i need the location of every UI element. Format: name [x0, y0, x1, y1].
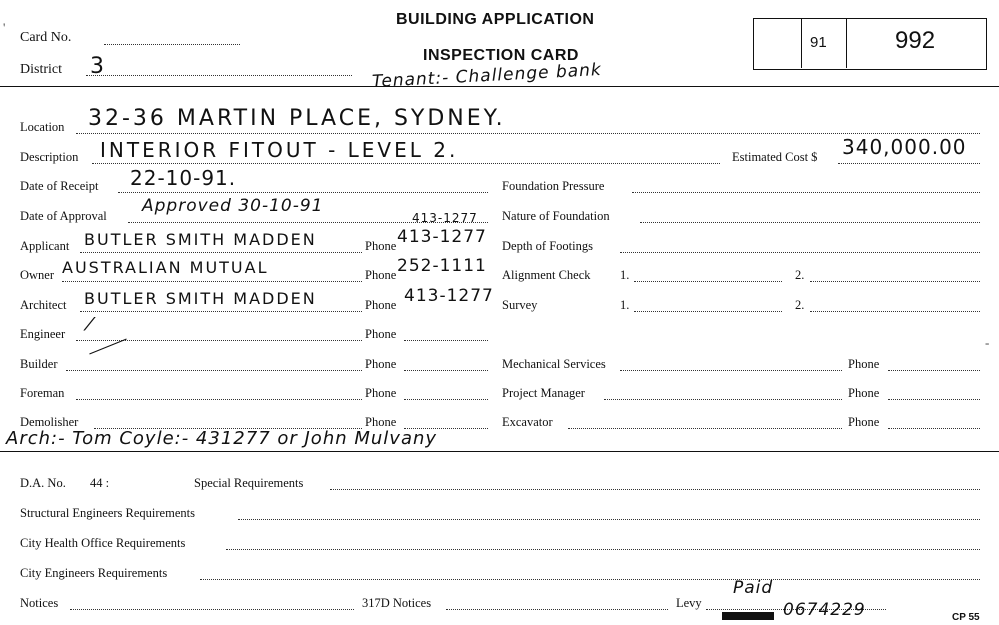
card-number-box — [753, 18, 987, 70]
demolisher-label: Demolisher — [20, 415, 79, 429]
317d-notices-label: 317D Notices — [362, 596, 432, 610]
da-no-value: 44 : — [90, 476, 110, 490]
alignment-check-label: Alignment Check — [502, 268, 591, 282]
architect-field[interactable] — [80, 311, 362, 312]
owner-phone-value: 252-1111 — [397, 256, 487, 276]
health-requirements-field[interactable] — [226, 549, 980, 550]
form-code: CP 55 — [952, 612, 980, 623]
header-rule — [0, 86, 999, 87]
excavator-label: Excavator — [502, 415, 553, 429]
architect-label: Architect — [20, 298, 67, 312]
margin-tick-right: - — [985, 335, 990, 350]
engineers-requirements-field[interactable] — [200, 579, 980, 580]
estimated-cost-value: 340,000.00 — [842, 135, 967, 159]
margin-tick-top: ' — [3, 20, 6, 35]
levy-strikeout — [722, 612, 774, 620]
mechanical-phone-field[interactable] — [888, 370, 980, 371]
alignment-check-1: 1. — [620, 268, 630, 282]
survey-1-field[interactable] — [634, 311, 782, 312]
date-receipt-label: Date of Receipt — [20, 179, 99, 193]
special-requirements-label: Special Requirements — [194, 476, 304, 490]
card-no-label: Card No. — [20, 30, 72, 45]
foundation-pressure-field[interactable] — [632, 192, 980, 193]
engineers-requirements-label: City Engineers Requirements — [20, 566, 168, 580]
description-label: Description — [20, 150, 79, 164]
excavator-phone-label: Phone — [848, 415, 880, 429]
project-manager-label: Project Manager — [502, 386, 585, 400]
project-manager-phone-field[interactable] — [888, 399, 980, 400]
project-manager-phone-label: Phone — [848, 386, 880, 400]
architect-phone-value: 413-1277 — [404, 286, 494, 306]
estimated-cost-field[interactable] — [838, 163, 980, 164]
mechanical-field[interactable] — [620, 370, 842, 371]
engineer-phone-label: Phone — [365, 327, 397, 341]
date-approval-label: Date of Approval — [20, 209, 107, 223]
box-divider-1 — [801, 18, 802, 68]
mechanical-phone-label: Phone — [848, 357, 880, 371]
project-manager-field[interactable] — [604, 399, 842, 400]
alignment-check-2-field[interactable] — [810, 281, 980, 282]
district-value: 3 — [90, 54, 105, 79]
foreman-label: Foreman — [20, 386, 65, 400]
notices-field[interactable] — [70, 609, 354, 610]
description-value: INTERIOR FITOUT - LEVEL 2. — [100, 138, 459, 162]
district-field[interactable] — [86, 75, 352, 76]
architect-value: BUTLER SMITH MADDEN — [84, 289, 317, 308]
demolisher-phone-label: Phone — [365, 415, 397, 429]
alignment-check-2: 2. — [795, 268, 805, 282]
architect-note: Arch:- Tom Coyle:- 431277 or John Mulvany — [6, 428, 438, 449]
structural-requirements-field[interactable] — [238, 519, 980, 520]
date-receipt-value: 22-10-91. — [130, 166, 237, 190]
structural-requirements-label: Structural Engineers Requirements — [20, 506, 195, 520]
alignment-check-1-field[interactable] — [634, 281, 782, 282]
estimated-cost-label: Estimated Cost $ — [732, 150, 818, 164]
applicant-value: BUTLER SMITH MADDEN — [84, 230, 317, 249]
nature-foundation-field[interactable] — [640, 222, 980, 223]
levy-receipt: 0674229 — [783, 600, 866, 620]
applicant-label: Applicant — [20, 239, 70, 253]
special-requirements-field[interactable] — [330, 489, 980, 490]
levy-label: Levy — [676, 596, 702, 610]
architect-phone-label: Phone — [365, 298, 397, 312]
mechanical-label: Mechanical Services — [502, 357, 606, 371]
survey-label: Survey — [502, 298, 538, 312]
tenant-note: Tenant:- Challenge bank — [371, 59, 603, 93]
317d-notices-field[interactable] — [446, 609, 668, 610]
number-box-value: 992 — [895, 27, 936, 54]
location-label: Location — [20, 120, 65, 134]
engineer-dash: ⁄ — [88, 314, 93, 335]
applicant-field[interactable] — [80, 252, 362, 253]
depth-footings-label: Depth of Footings — [502, 239, 593, 253]
title-line-2: INSPECTION CARD — [423, 47, 579, 64]
builder-phone-field[interactable] — [404, 370, 488, 371]
notices-label: Notices — [20, 596, 59, 610]
owner-phone-label: Phone — [365, 268, 397, 282]
survey-2-field[interactable] — [810, 311, 980, 312]
applicant-phone-extra: 413-1277 — [412, 211, 478, 225]
engineer-label: Engineer — [20, 327, 66, 341]
location-value: 32-36 MARTIN PLACE, SYDNEY. — [88, 106, 506, 131]
builder-phone-label: Phone — [365, 357, 397, 371]
foreman-phone-field[interactable] — [404, 399, 488, 400]
year-box-value: 91 — [810, 34, 827, 51]
health-requirements-label: City Health Office Requirements — [20, 536, 186, 550]
foreman-field[interactable] — [76, 399, 362, 400]
builder-label: Builder — [20, 357, 58, 371]
card-no-field[interactable] — [104, 44, 240, 45]
middle-rule — [0, 451, 999, 452]
date-receipt-field[interactable] — [118, 192, 488, 193]
nature-foundation-label: Nature of Foundation — [502, 209, 610, 223]
engineer-phone-field[interactable] — [404, 340, 488, 341]
da-no-label: D.A. No. — [20, 476, 66, 490]
excavator-phone-field[interactable] — [888, 428, 980, 429]
date-approval-value: Approved 30-10-91 — [142, 196, 324, 216]
survey-1: 1. — [620, 298, 630, 312]
owner-label: Owner — [20, 268, 55, 282]
location-field[interactable] — [76, 133, 980, 134]
builder-field[interactable] — [66, 370, 362, 371]
applicant-phone-value: 413-1277 — [397, 227, 487, 247]
owner-value: AUSTRALIAN MUTUAL — [62, 258, 269, 277]
survey-2: 2. — [795, 298, 805, 312]
foundation-pressure-label: Foundation Pressure — [502, 179, 605, 193]
owner-field[interactable] — [62, 281, 362, 282]
foreman-phone-label: Phone — [365, 386, 397, 400]
excavator-field[interactable] — [568, 428, 842, 429]
depth-footings-field[interactable] — [620, 252, 980, 253]
description-field[interactable] — [92, 163, 720, 164]
district-label: District — [20, 62, 62, 77]
box-divider-2 — [846, 18, 847, 68]
applicant-phone-label: Phone — [365, 239, 397, 253]
levy-paid: Paid — [733, 578, 774, 598]
title-line-1: BUILDING APPLICATION — [396, 11, 595, 28]
